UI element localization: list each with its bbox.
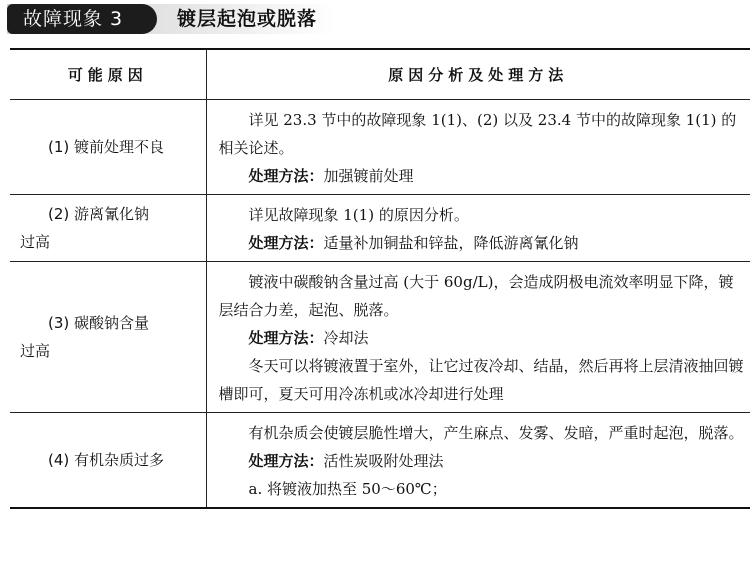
method-label: 处理方法：: [248, 452, 324, 470]
cause-cell: [10, 100, 206, 195]
method-label: 处理方法：: [248, 329, 324, 347]
method-line: [219, 162, 745, 190]
table-row: [10, 413, 750, 509]
header-possible-cause: 可能原因: [10, 49, 206, 100]
fault-banner: [7, 4, 335, 34]
analysis-cell: [206, 413, 750, 509]
method-text: 冷却法: [323, 329, 369, 347]
cause-text: (2) 游离氰化钠: [48, 205, 150, 223]
table-row: [10, 195, 750, 262]
table-header-row: [10, 49, 750, 100]
cause-text: (3) 碳酸钠含量: [48, 314, 150, 332]
method-label: 处理方法：: [248, 234, 324, 252]
fault-title: 镀层起泡或脱落: [177, 8, 318, 30]
analysis-cell: [206, 195, 750, 262]
method-line: [219, 447, 745, 475]
analysis-text: 详见故障现象 1(1) 的原因分析。: [248, 206, 469, 224]
cause-text: (1) 镀前处理不良: [48, 138, 165, 156]
analysis-text: 镀液中碳酸钠含量过高 (大于 60g/L)，会造成阴极电流效率明显下降，镀层结合力差，起泡、脱落。: [218, 273, 734, 319]
method-text: 加强镀前处理: [323, 167, 414, 185]
cause-cell: [10, 195, 206, 262]
fault-label: 故障现象 3: [23, 8, 124, 30]
method-text: 活性炭吸附处理法: [323, 452, 444, 470]
header-analysis-and-method: 原因分析及处理方法: [206, 49, 750, 100]
method-label: 处理方法：: [248, 167, 324, 185]
table-row: [10, 100, 750, 195]
method-step: a. 将镀液加热至 50～60℃；: [248, 480, 447, 498]
method-text: 适量补加铜盐和锌盐，降低游离氰化钠: [323, 234, 579, 252]
cause-text: (4) 有机杂质过多: [48, 451, 165, 469]
method-detail: 冬天可以将镀液置于室外，让它过夜冷却、结晶，然后再将上层清液抽回镀槽即可，夏天可用冷冻机或冰冷却进行处理: [218, 357, 744, 403]
method-line: [219, 229, 745, 257]
fault-analysis-table: [10, 48, 750, 509]
table-row: [10, 262, 750, 413]
cause-text-continued: 过高: [20, 233, 51, 251]
analysis-cell: [206, 100, 750, 195]
analysis-text: 有机杂质会使镀层脆性增大，产生麻点、发雾、发暗，严重时起泡，脱落。: [248, 424, 744, 442]
analysis-text: 详见 23.3 节中的故障现象 1(1)、(2) 以及 23.4 节中的故障现象 1(1) 的相关论述。: [218, 111, 737, 157]
cause-cell: [10, 262, 206, 413]
cause-cell: [10, 413, 206, 509]
method-line: [219, 324, 745, 352]
analysis-cell: [206, 262, 750, 413]
cause-text-continued: 过高: [20, 342, 51, 360]
